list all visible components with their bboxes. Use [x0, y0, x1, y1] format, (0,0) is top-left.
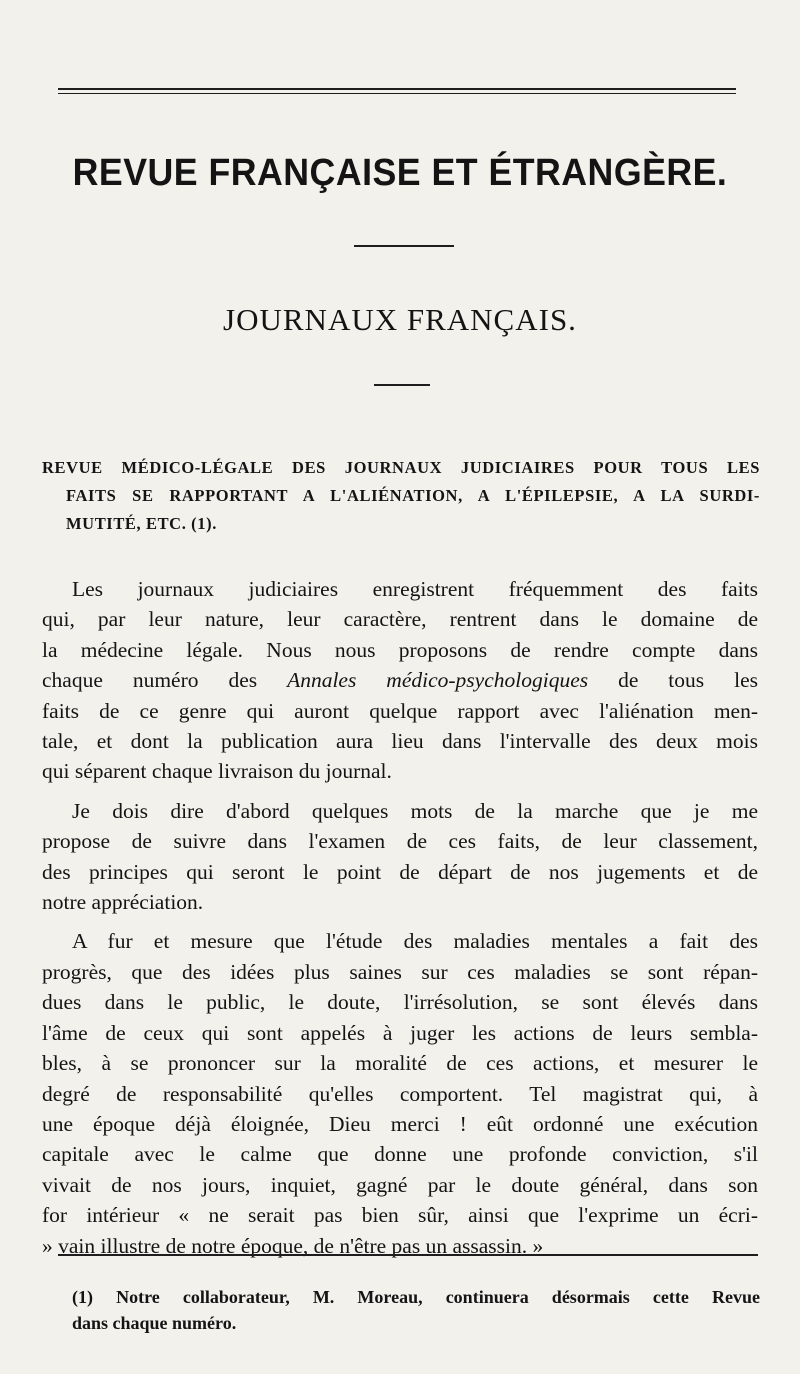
text-line: notre appréciation.: [42, 890, 204, 915]
article-title-line: MUTITÉ, ETC. (1).: [66, 514, 217, 533]
header-double-rule: [58, 88, 736, 94]
text-line: tale, et dont la publication aura lieu dans l'intervalle des deux mois: [42, 729, 758, 754]
text-line: degré de responsabilité qu'elles comportent. Tel magistrat qui, à: [42, 1081, 758, 1106]
footnote-line: dans chaque numéro.: [72, 1313, 237, 1333]
text-line: qui, par leur nature, leur caractère, rentrent dans le domaine de: [42, 607, 758, 632]
article-body: [42, 574, 758, 1270]
text-line: des principes qui seront le point de départ de nos jugements et de: [42, 859, 758, 884]
paragraph: [42, 574, 758, 787]
text-line: Je dois dire d'abord quelques mots de la marche que je me: [72, 798, 758, 823]
footnote: [72, 1284, 760, 1336]
text-line-with-italic: chaque numéro des Annales médico-psychologiques de tous les: [42, 668, 758, 693]
paragraph: [42, 796, 758, 918]
paragraph: [42, 926, 758, 1260]
text-line: capitale avec le calme que donne une profonde conviction, s'il: [42, 1142, 758, 1167]
article-title: [42, 454, 760, 538]
text-line: dues dans le public, le doute, l'irrésolution, se sont élevés dans: [42, 990, 758, 1015]
separator-dash: [354, 245, 454, 247]
separator-dash: [374, 384, 430, 386]
text-line: la médecine légale. Nous nous proposons de rendre compte dans: [42, 637, 758, 662]
text-line: propose de suivre dans l'examen de ces faits, de leur classement,: [42, 829, 758, 854]
article-title-line: REVUE MÉDICO-LÉGALE DES JOURNAUX JUDICIAIRES POUR TOUS LES: [42, 458, 760, 477]
footnote-rule: [58, 1254, 758, 1256]
text-line: A fur et mesure que l'étude des maladies mentales a fait des: [72, 929, 758, 954]
text-line: bles, à se prononcer sur la moralité de ces actions, et mesurer le: [42, 1051, 758, 1076]
text-line: qui séparent chaque livraison du journal.: [42, 759, 392, 784]
text-line: » vain illustre de notre époque, de n'être pas un assassin. »: [42, 1233, 544, 1258]
text-line: faits de ce genre qui auront quelque rapport avec l'aliénation men-: [42, 698, 758, 723]
text-line: progrès, que des idées plus saines sur ces maladies se sont répan-: [42, 959, 758, 984]
text-line: vivait de nos jours, inquiet, gagné par le doute général, dans son: [42, 1172, 758, 1197]
footnote-line: (1) Notre collaborateur, M. Moreau, continuera désormais cette Revue: [72, 1287, 760, 1307]
text-line: une époque déjà éloignée, Dieu merci ! eût ordonné une exécution: [42, 1111, 758, 1136]
article-title-line: FAITS SE RAPPORTANT A L'ALIÉNATION, A L'ÉPILEPSIE, A LA SURDI-: [66, 486, 760, 505]
text-line: l'âme de ceux qui sont appelés à juger les actions de leurs sembla-: [42, 1020, 758, 1045]
text-line: for intérieur « ne serait pas bien sûr, ainsi que l'exprime un écri-: [42, 1203, 758, 1228]
text-line: Les journaux judiciaires enregistrent fréquemment des faits: [72, 577, 758, 601]
journal-title-italic: Annales médico-psychologiques: [287, 668, 589, 693]
section-title: JOURNAUX FRANÇAIS.: [223, 302, 577, 337]
main-title: REVUE FRANÇAISE ET ÉTRANGÈRE.: [72, 152, 728, 194]
